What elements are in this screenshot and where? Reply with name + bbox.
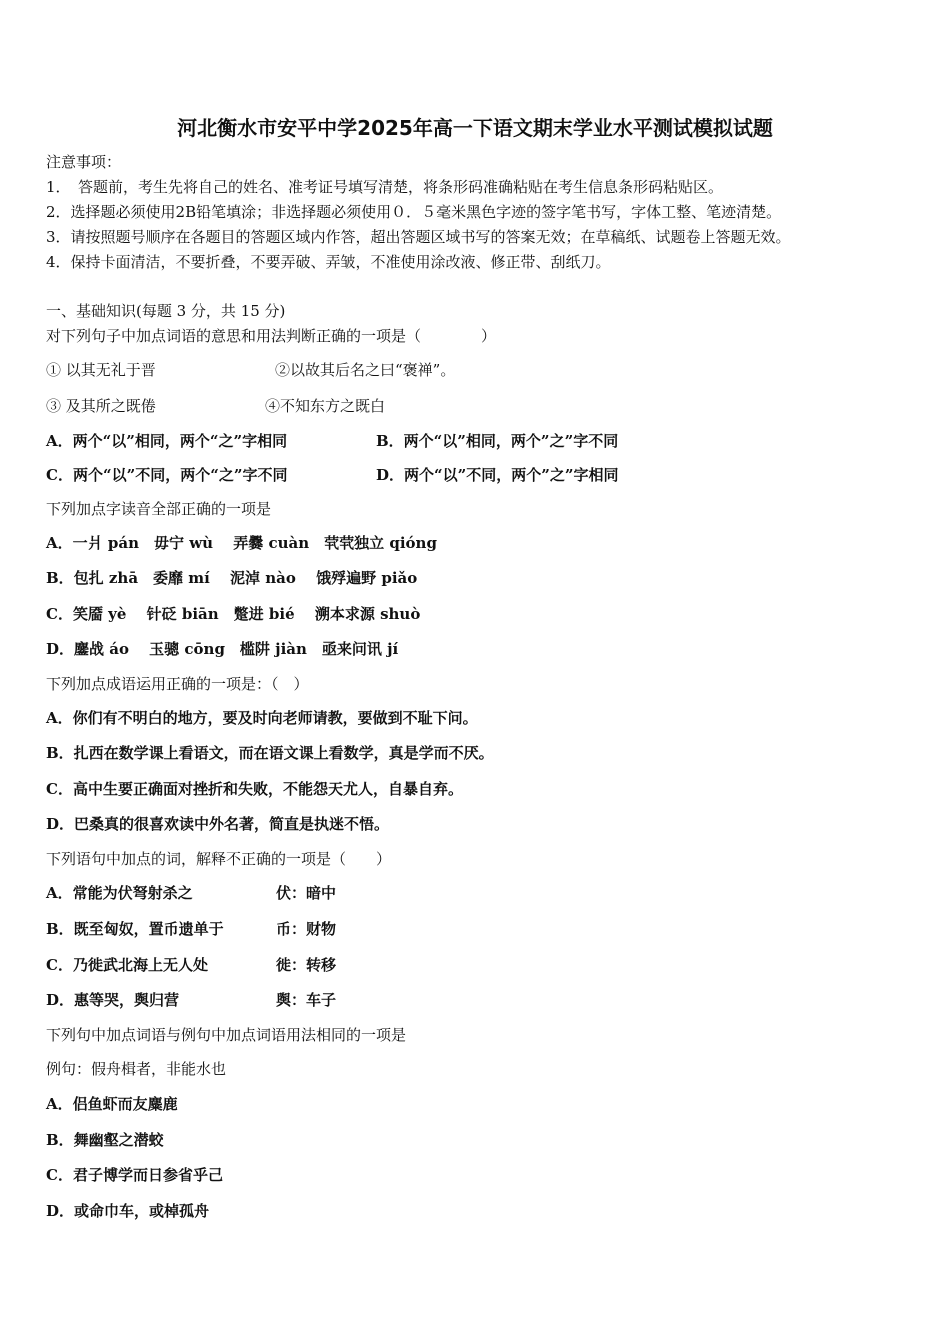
exam-title: 河北衡水市安平中学2025年高一下语文期末学业水平测试模拟试题 [177, 116, 773, 140]
q4-option-c-explanation: 徙：转移 [276, 956, 337, 974]
q1-option-a: A．两个“以”相同，两个“之”字相同 [46, 432, 288, 450]
notice-item-4: 4．保持卡面清洁，不要折叠，不要弄破、弄皱，不准使用涂改液、修正带、刮纸刀。 [46, 253, 611, 271]
q3-stem: 下列加点成语运用正确的一项是：（ ） [46, 675, 309, 693]
q5-option-d: D．或命巾车，或棹孤舟 [46, 1202, 210, 1220]
q2-option-b: B．包扎 zhā 委靡 mí 泥淖 nào 饿殍遍野 piǎo [46, 569, 418, 587]
q1-option-b: B．两个“以”相同，两个”之”字不同 [376, 432, 619, 450]
q1-item-2: ②以故其后名之曰“褒禅”。 [275, 361, 456, 379]
notice-heading: 注意事项： [46, 153, 122, 171]
q3-option-b: B．扎西在数学课上看语文，而在语文课上看数学，真是学而不厌。 [46, 744, 494, 762]
q4-option-a: A．常能为伏弩射杀之 [46, 884, 193, 902]
section1-heading: 一、基础知识(每题 3 分，共 15 分) [46, 302, 286, 320]
q4-stem: 下列语句中加点的词，解释不正确的一项是（ ） [46, 850, 392, 868]
q1-item-1: ① 以其无礼于晋 [46, 361, 156, 379]
q2-stem: 下列加点字读音全部正确的一项是 [46, 500, 272, 518]
q1-item-4: ④不知东方之既白 [265, 397, 386, 415]
q4-option-b: B．既至匈奴，置币遗单于 [46, 920, 224, 938]
q4-option-b-explanation: 币：财物 [276, 920, 337, 938]
q2-option-d: D．鏖战 áo 玉骢 cōng 槛阱 jiàn 亟来问讯 jí [46, 640, 399, 658]
q4-option-d-explanation: 舆：车子 [276, 991, 337, 1009]
q1-item-3: ③ 及其所之既倦 [46, 397, 156, 415]
q2-option-c: C．笑靥 yè 针砭 biān 蹩进 bié 溯本求源 shuò [46, 605, 421, 623]
q3-option-a: A．你们有不明白的地方，要及时向老师请教，要做到不耻下问。 [46, 709, 478, 727]
q5-option-b: B．舞幽壑之潜蛟 [46, 1131, 164, 1149]
q5-stem: 下列句中加点词语与例句中加点词语用法相同的一项是 [46, 1026, 407, 1044]
q1-option-d: D．两个“以”不同，两个”之”字相同 [376, 466, 619, 484]
notice-item-3: 3．请按照题号顺序在各题目的答题区域内作答，超出答题区域书写的答案无效；在草稿纸、试题卷上答题无效。 [46, 228, 791, 246]
q1-stem: 对下列句子中加点词语的意思和用法判断正确的一项是（ ） [46, 327, 497, 345]
q5-option-c: C．君子博学而日参省乎己 [46, 1166, 223, 1184]
q3-option-d: D．巴桑真的很喜欢读中外名著，简直是执迷不悟。 [46, 815, 390, 833]
q5-example: 例句：假舟楫者，非能水也 [46, 1060, 227, 1078]
q4-option-c: C．乃徙武北海上无人处 [46, 956, 208, 974]
q5-option-a: A．侣鱼虾而友麋鹿 [46, 1095, 178, 1113]
q4-option-a-explanation: 伏：暗中 [276, 884, 337, 902]
q3-option-c: C．高中生要正确面对挫折和失败，不能怨天尤人，自暴自弃。 [46, 780, 463, 798]
notice-item-2: 2．选择题必须使用2B铅笔填涂；非选择题必须使用０．５毫米黑色字迹的签字笔书写，字体工整、笔迹清楚。 [46, 203, 782, 221]
q2-option-a: A．一爿 pán 毋宁 wù 弄爨 cuàn 茕茕独立 qióng [46, 534, 437, 552]
notice-item-1: 1． 答题前，考生先将自己的姓名、准考证号填写清楚，将条形码准确粘贴在考生信息条形码粘贴区。 [46, 178, 724, 196]
q1-option-c: C．两个“以”不同，两个“之”字不同 [46, 466, 288, 484]
q4-option-d: D．惠等哭，舆归营 [46, 991, 180, 1009]
